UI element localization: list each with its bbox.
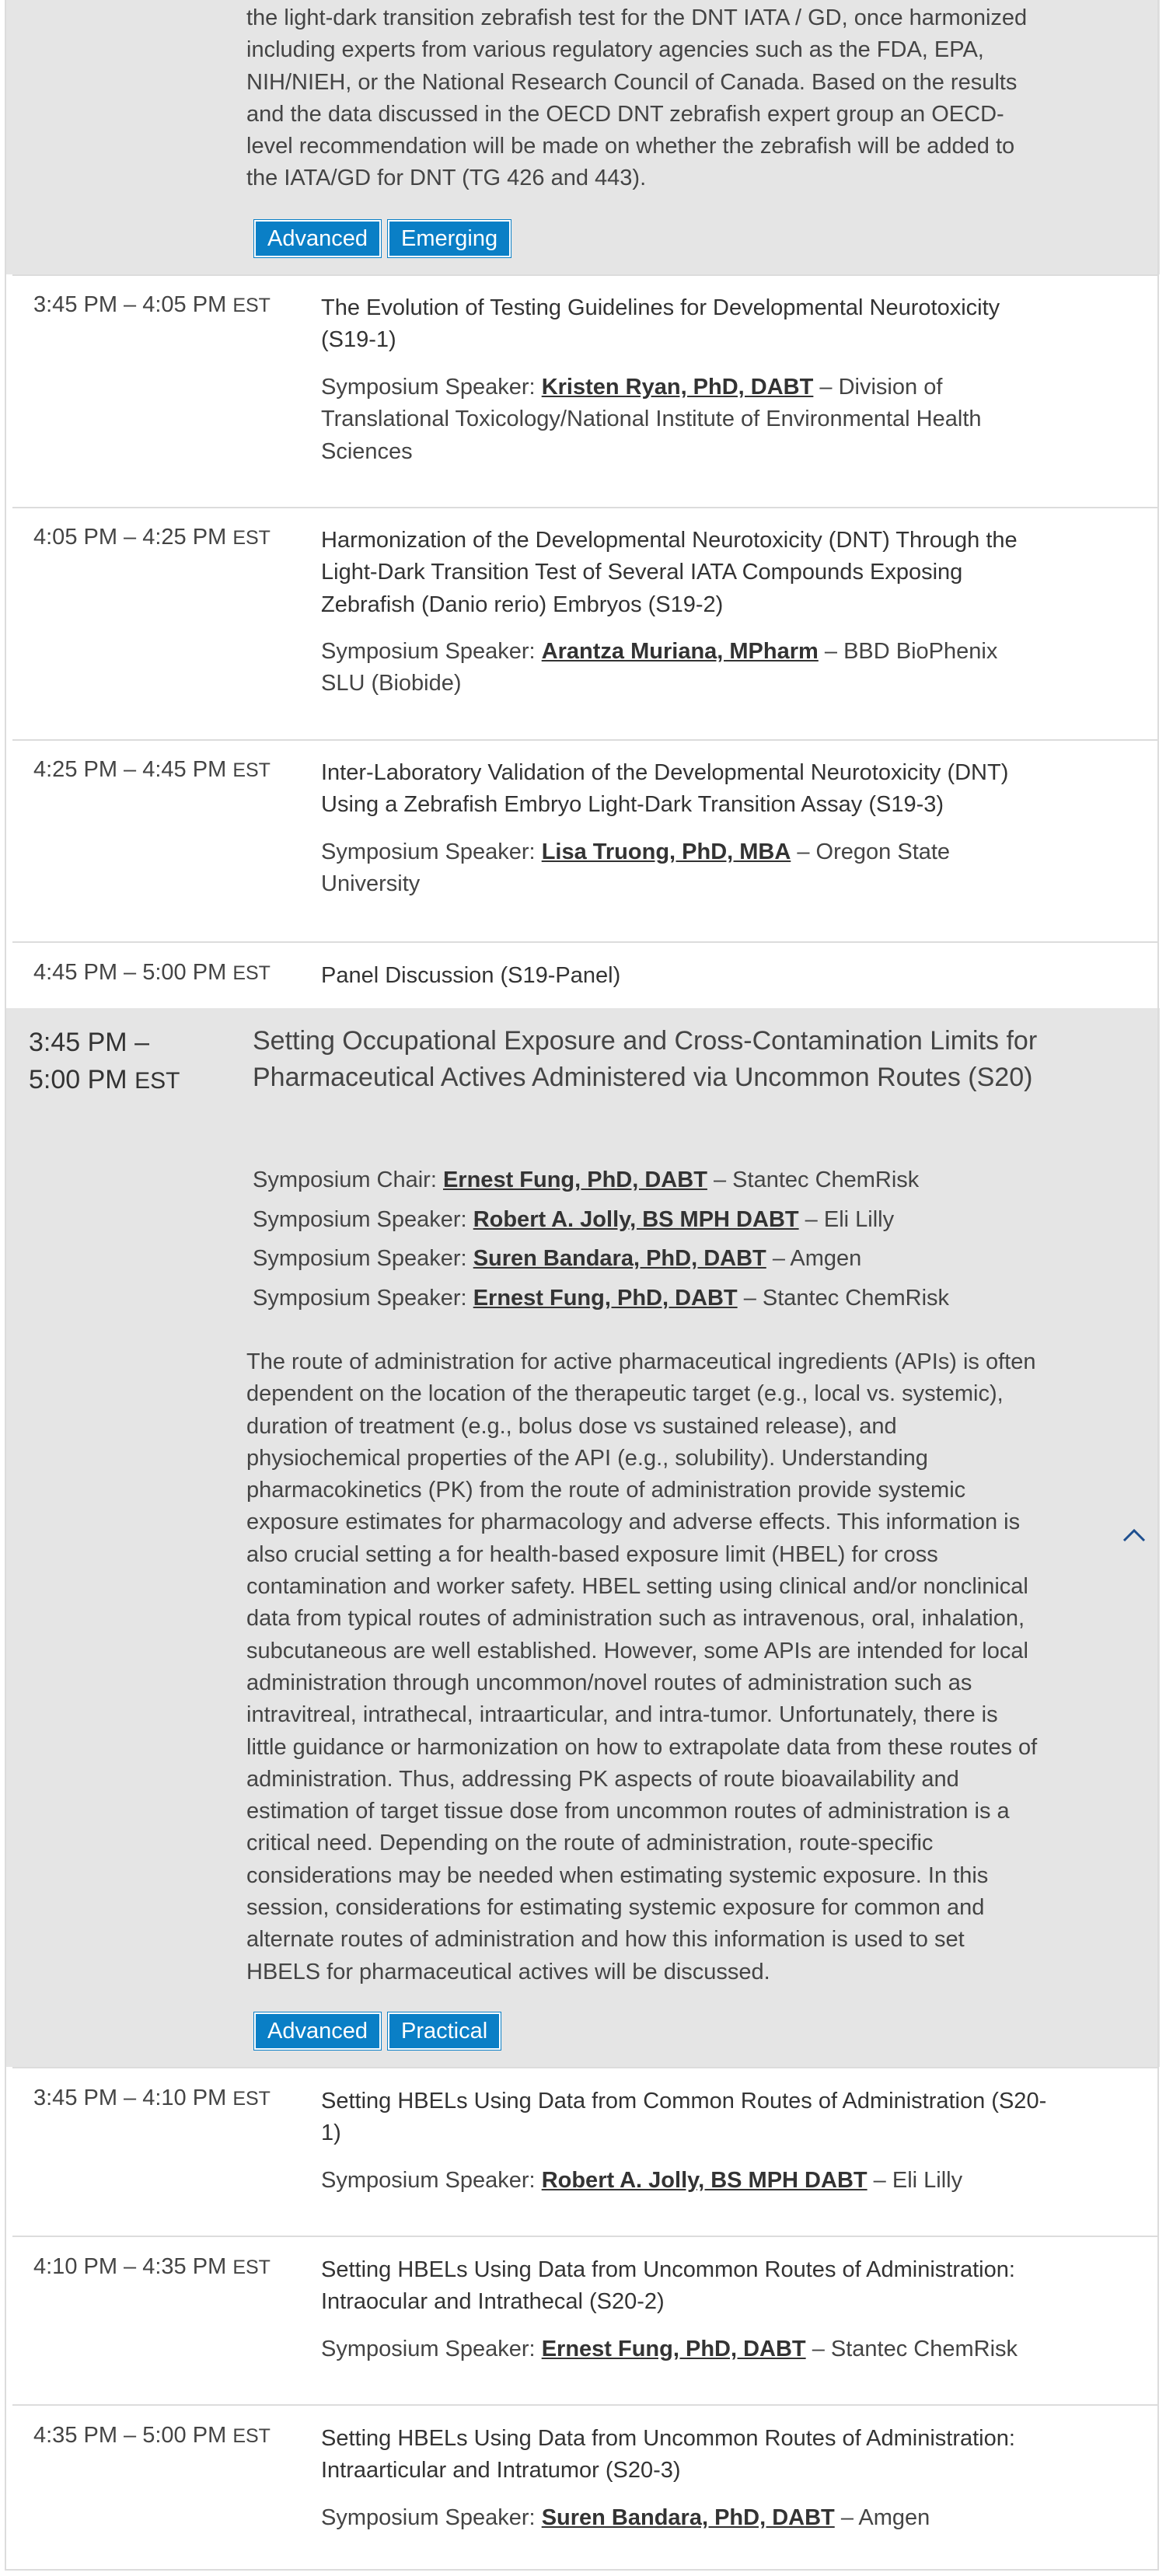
speaker-link[interactable]: Ernest Fung, PhD, DABT <box>541 2337 806 2361</box>
chevron-up-icon[interactable] <box>1122 1527 1147 1543</box>
talk-title: Inter-Laboratory Validation of the Developmental Neurotoxicity (DNT) Using a Zebrafish Embryo Light-Dark Transition Assay (S19-3) <box>321 760 1009 818</box>
speaker-link[interactable]: Robert A. Jolly, BS MPH DABT <box>541 2168 868 2193</box>
talk-title: Setting HBELs Using Data from Uncommon Routes of Administration: Intraarticular and Intratumor (S20-3) <box>321 2426 1015 2484</box>
talk-s19-2 <box>12 507 1159 739</box>
tag-emerging[interactable]: Emerging <box>388 220 511 257</box>
talk-title: The Evolution of Testing Guidelines for Developmental Neurotoxicity (S19-1) <box>321 295 1000 353</box>
talk-speaker: Symposium Speaker: Kristen Ryan, PhD, DABT – Division of Translational Toxicology/National Institute of Environmental Health Sciences <box>321 375 982 464</box>
tag-practical[interactable]: Practical <box>388 2012 501 2050</box>
session-s19-description: the light-dark transition zebrafish test for the DNT IATA / GD, once harmonized including experts from various regulatory agencies such as the FDA, EPA, NIH/NIEH, or the National Research Council of Canada. Based on the results and the data discussed in the OECD DNT zebrafish expert group an OECD-level recommendation will be made on whether the zebrafish will be added to the IATA/GD for DNT (TG 426 and 443). <box>246 5 1028 191</box>
person-row: Symposium Speaker: Ernest Fung, PhD, DABT – Stantec ChemRisk <box>253 1285 950 1311</box>
talk-time: 3:45 PM – 4:10 PM EST <box>33 2086 271 2110</box>
session-s20-title: Setting Occupational Exposure and Cross-Contamination Limits for Pharmaceutical Actives Administered via Uncommon Routes (S20) <box>253 1026 1038 1092</box>
talk-s19-3 <box>12 739 1159 941</box>
tag-advanced[interactable]: Advanced <box>254 220 381 257</box>
talk-speaker: Symposium Speaker: Suren Bandara, PhD, DABT – Amgen <box>321 2505 930 2530</box>
talk-time: 4:25 PM – 4:45 PM EST <box>33 757 271 782</box>
person-row: Symposium Speaker: Robert A. Jolly, BS MPH DABT – Eli Lilly <box>253 1206 895 1232</box>
speaker-link[interactable]: Suren Bandara, PhD, DABT <box>541 2505 835 2530</box>
session-s20-people <box>253 1161 1061 1318</box>
talk-time: 4:10 PM – 4:35 PM EST <box>33 2254 271 2279</box>
talk-speaker: Symposium Speaker: Arantza Muriana, MPharm – BBD BioPhenix SLU (Biobide) <box>321 639 998 696</box>
talk-s20-3 <box>12 2404 1159 2571</box>
session-s20-tags <box>254 2012 501 2050</box>
person-row: Symposium Chair: Ernest Fung, PhD, DABT – Stantec ChemRisk <box>253 1168 920 1192</box>
tag-advanced[interactable]: Advanced <box>254 2012 381 2050</box>
speaker-link[interactable]: Arantza Muriana, MPharm <box>541 639 819 664</box>
talk-title: Harmonization of the Developmental Neurotoxicity (DNT) Through the Light-Dark Transition Test of Several IATA Compounds Exposing Zebrafish (Danio rerio) Embryos (S19-2) <box>321 528 1018 617</box>
person-link[interactable]: Ernest Fung, PhD, DABT <box>473 1285 738 1311</box>
talk-title: Setting HBELs Using Data from Uncommon Routes of Administration: Intraocular and Intrathecal (S20-2) <box>321 2257 1015 2315</box>
speaker-link[interactable]: Lisa Truong, PhD, MBA <box>541 839 791 864</box>
talk-title: Panel Discussion (S19-Panel) <box>321 963 621 988</box>
talk-time: 4:45 PM – 5:00 PM EST <box>33 960 271 985</box>
talk-s19-1 <box>12 274 1159 507</box>
talk-time: 4:35 PM – 5:00 PM EST <box>33 2423 271 2448</box>
talk-title: Setting HBELs Using Data from Common Routes of Administration (S20-1) <box>321 2089 1047 2146</box>
talk-speaker: Symposium Speaker: Lisa Truong, PhD, MBA – Oregon State University <box>321 839 951 897</box>
talk-speaker: Symposium Speaker: Robert A. Jolly, BS MPH DABT – Eli Lilly <box>321 2168 963 2193</box>
speaker-link[interactable]: Kristen Ryan, PhD, DABT <box>541 375 814 400</box>
person-row: Symposium Speaker: Suren Bandara, PhD, DABT – Amgen <box>253 1246 862 1271</box>
person-link[interactable]: Ernest Fung, PhD, DABT <box>442 1168 707 1192</box>
talk-speaker: Symposium Speaker: Ernest Fung, PhD, DABT – Stantec ChemRisk <box>321 2337 1018 2361</box>
talk-s20-2 <box>12 2236 1159 2404</box>
talk-time: 3:45 PM – 4:05 PM EST <box>33 292 271 317</box>
session-s20-time: 3:45 PM – 5:00 PM EST <box>29 1028 180 1094</box>
session-s20-description: The route of administration for active pharmaceutical ingredients (APIs) is often dependent on the location of the therapeutic target (e.g., local vs. systemic), duration of treatment (e.g., bolus dose vs sustained release), and physiochemical properties of the API (e.g., solubility). Understanding pharmacokinetics (PK) from the route of administration provide systemic exposure estimates for pharmacology and adverse effects. This information is also crucial setting a for health-based exposure limit (HBEL) for cross contamination and worker safety. HBEL setting using clinical and/or nonclinical data from typical routes of administration such as intravenous, oral, inhalation, subcutaneous are well established. However, some APIs are intended for local administration through uncommon/novel routes of administration such as intravitreal, intrathecal, intraarticular, and intra-tumor. Unfortunately, there is little guidance or harmonization on how to extrapolate data from these routes of administration. Thus, addressing PK aspects of route bioavailability and estimation of target tissue dose from uncommon routes of administration is a critical need. Depending on the route of administration, route-specific considerations may be needed when estimating systemic exposure. In this session, considerations for estimating systemic exposure for common and alternate routes of administration and how this information is used to set HBELS for pharmaceutical actives will be discussed. <box>246 1349 1038 1984</box>
person-link[interactable]: Robert A. Jolly, BS MPH DABT <box>473 1206 799 1232</box>
talk-s19-panel <box>12 941 1159 1008</box>
person-link[interactable]: Suren Bandara, PhD, DABT <box>473 1246 766 1271</box>
session-s19-tags <box>254 220 511 257</box>
talk-s20-1 <box>12 2067 1159 2236</box>
talk-time: 4:05 PM – 4:25 PM EST <box>33 525 271 550</box>
